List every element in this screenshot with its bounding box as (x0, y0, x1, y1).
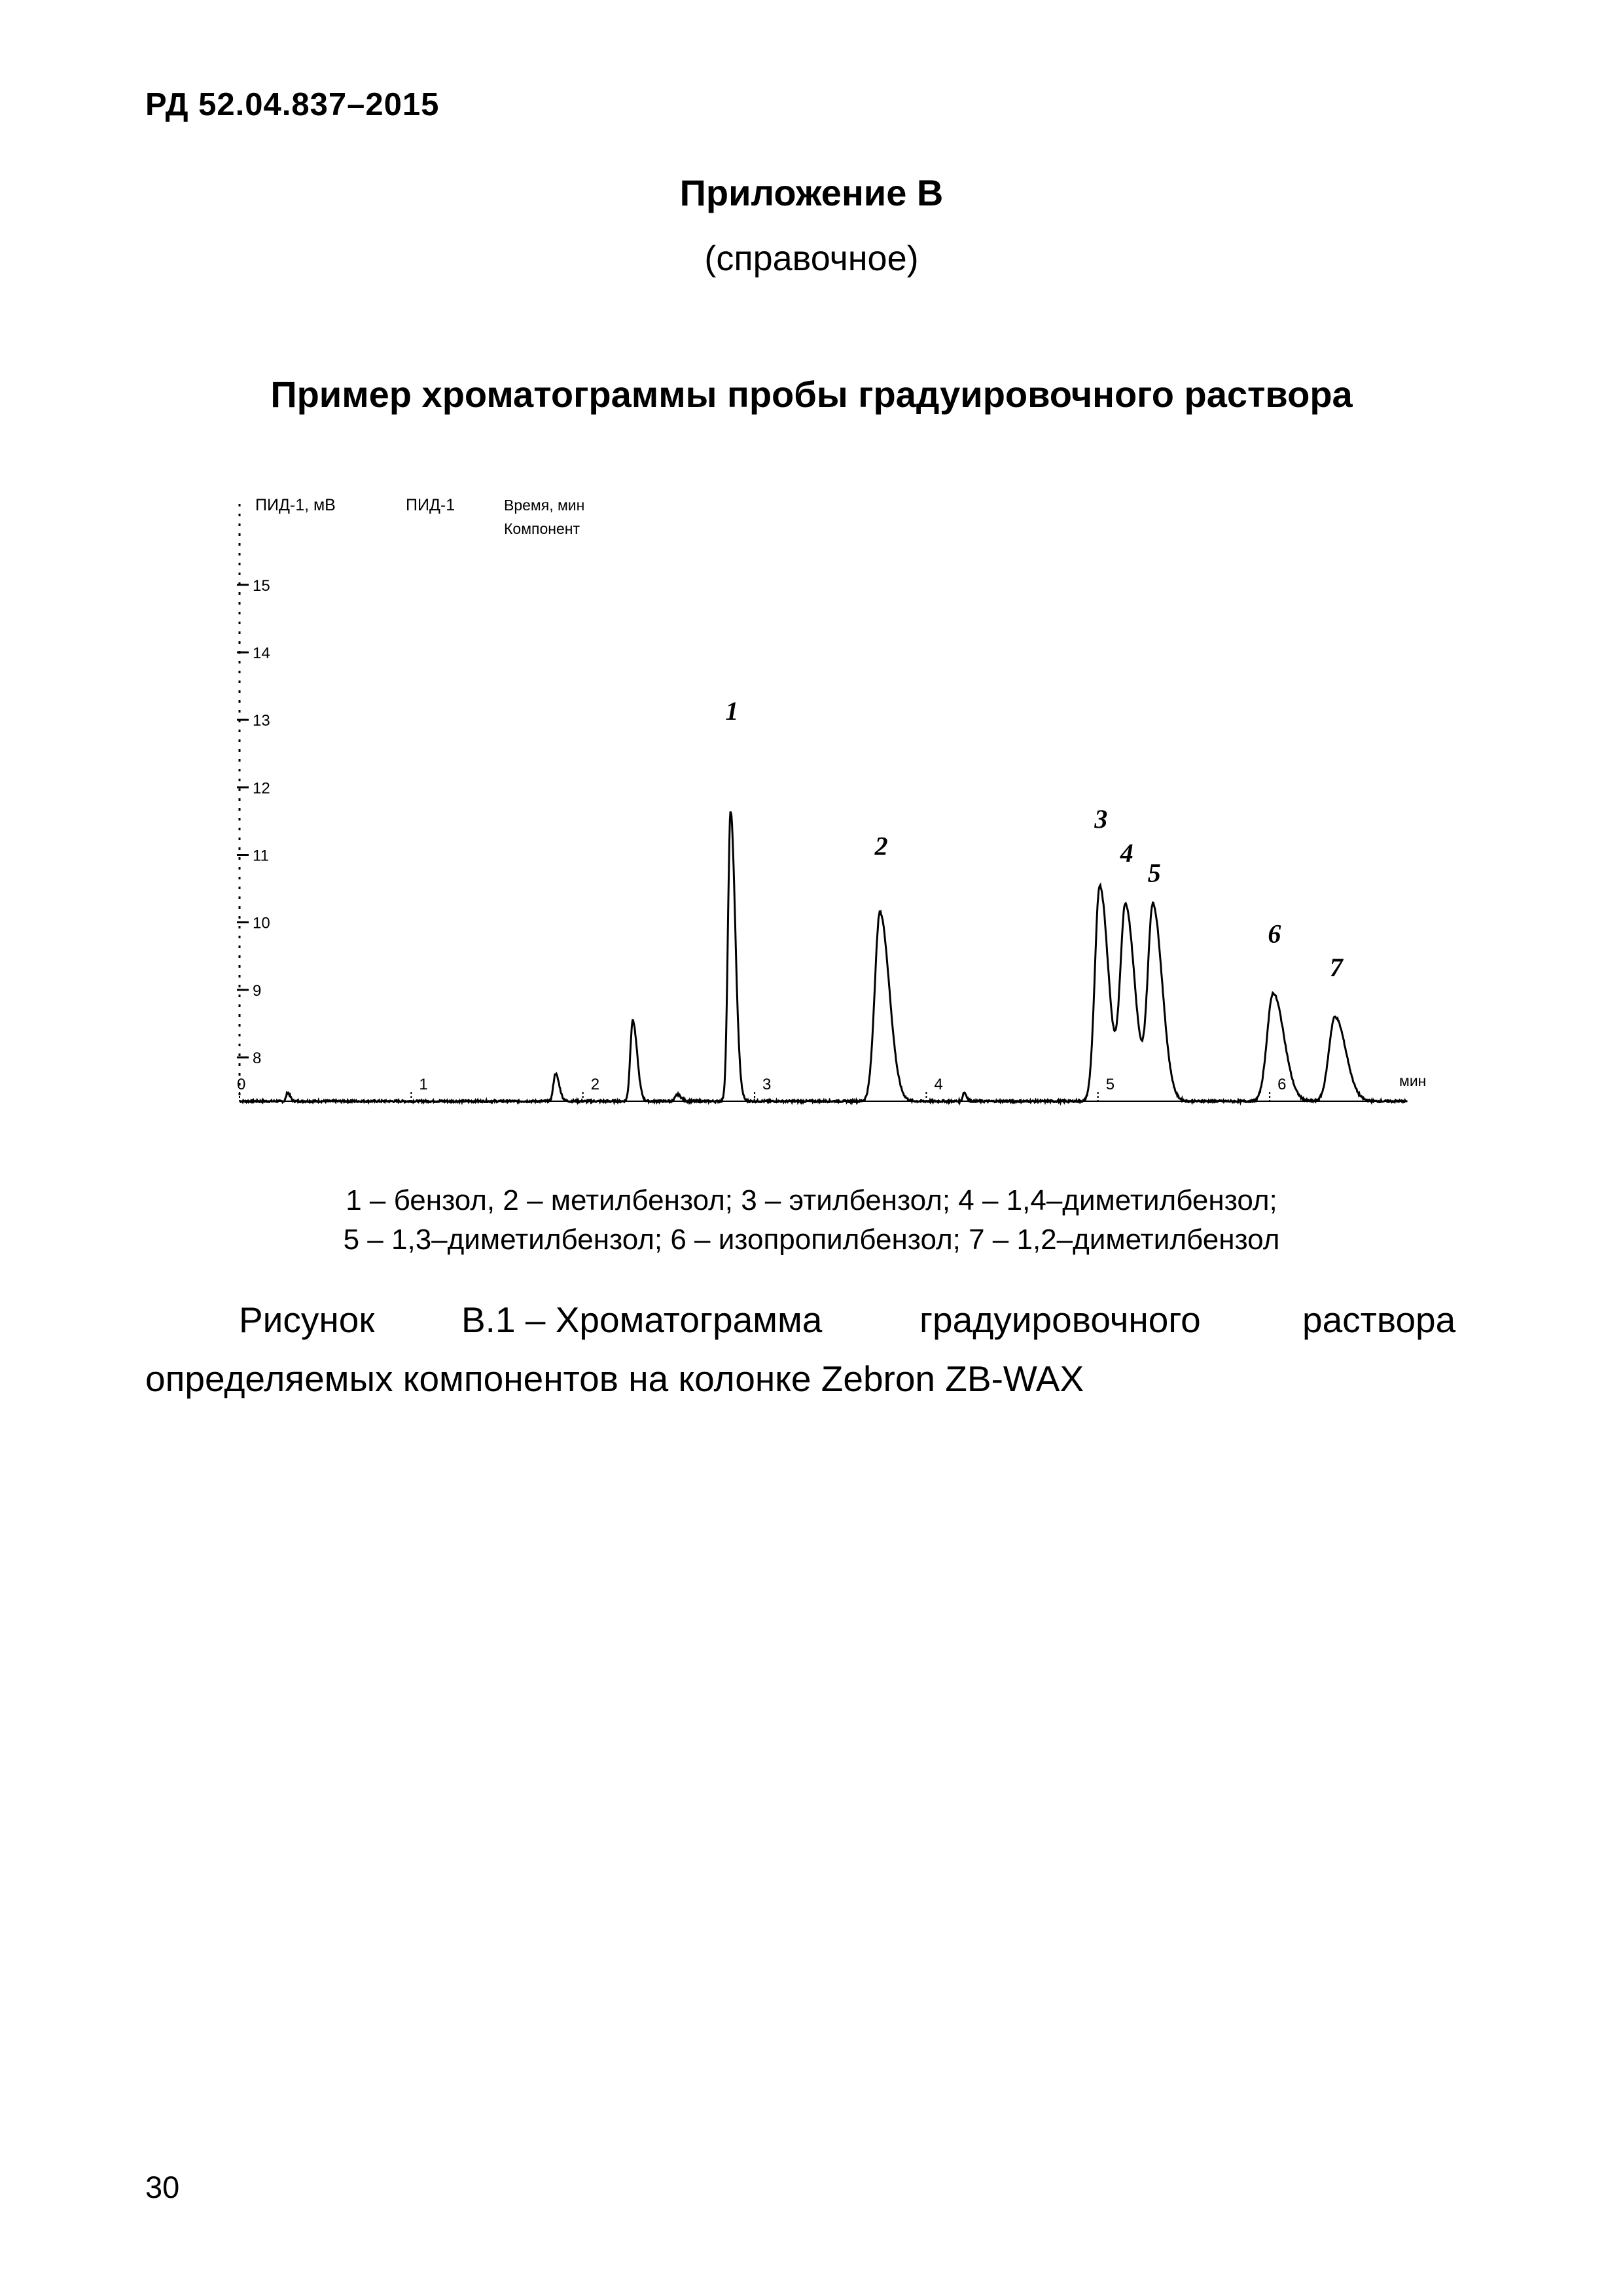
legend-header-time: Время, мин (504, 497, 585, 514)
peak-number-label: 2 (874, 831, 888, 861)
peak-number-label: 1 (725, 696, 739, 726)
x-tick-label: 5 (1105, 1076, 1115, 1093)
y-tick-label: 8 (253, 1049, 262, 1067)
x-tick-label: 0 (237, 1076, 246, 1093)
page-number: 30 (145, 2170, 180, 2204)
signal-label: ПИД-1 (406, 496, 455, 514)
caption-line-2: определяемых компонентов на колонке Zebron ZB-WAX (145, 1358, 1084, 1399)
x-tick-label: 4 (934, 1076, 943, 1093)
figure-legend-line-2: 5 – 1,3–диметилбензол; 6 – изопропилбензол; 7 – 1,2–диметилбензол (343, 1224, 1280, 1256)
peak-number-label: 4 (1120, 838, 1133, 868)
caption-word-number: В.1 – Хроматограмма (461, 1299, 823, 1340)
y-tick-label: 15 (253, 576, 270, 595)
y-axis (237, 504, 270, 1101)
caption-word-solution: раствора (1302, 1299, 1456, 1340)
chromatogram-trace-group (240, 811, 1407, 1102)
peak-number-label: 6 (1268, 919, 1281, 949)
peak-number-label: 7 (1329, 953, 1343, 983)
peak-number-label: 3 (1094, 804, 1108, 834)
y-tick-label: 13 (253, 712, 270, 730)
figure-legend-line-1: 1 – бензол, 2 – метилбензол; 3 – этилбензол; 4 – 1,4–диметилбензол; (346, 1184, 1277, 1216)
y-tick-label: 9 (253, 981, 262, 1000)
caption-word-calibration: градуировочного (919, 1299, 1201, 1340)
y-tick-label: 12 (253, 779, 270, 798)
x-tick-label: 6 (1277, 1076, 1287, 1093)
y-tick-label: 11 (253, 847, 269, 865)
peak-labels (725, 696, 1344, 982)
x-tick-label: 2 (590, 1076, 600, 1093)
appendix-title: Приложение В (679, 172, 944, 213)
figure-heading: Пример хроматограммы пробы градуировочного раствора (270, 374, 1353, 415)
peak-number-label: 5 (1147, 858, 1161, 888)
caption-word-figure: Рисунок (239, 1299, 375, 1340)
chromatogram-trace (240, 811, 1407, 1102)
x-axis-unit-label: мин (1399, 1072, 1427, 1089)
y-tick-label: 10 (253, 914, 270, 932)
x-axis (237, 1076, 1407, 1101)
x-tick-label: 3 (762, 1076, 772, 1093)
x-tick-label: 1 (419, 1076, 428, 1093)
y-axis-label: ПИД-1, мВ (255, 496, 336, 514)
appendix-subtitle: (справочное) (704, 239, 919, 278)
y-tick-label: 14 (253, 644, 270, 662)
chromatogram-chart (216, 484, 1446, 1139)
legend-header-component: Компонент (504, 520, 580, 537)
document-code: РД 52.04.837–2015 (145, 87, 440, 122)
